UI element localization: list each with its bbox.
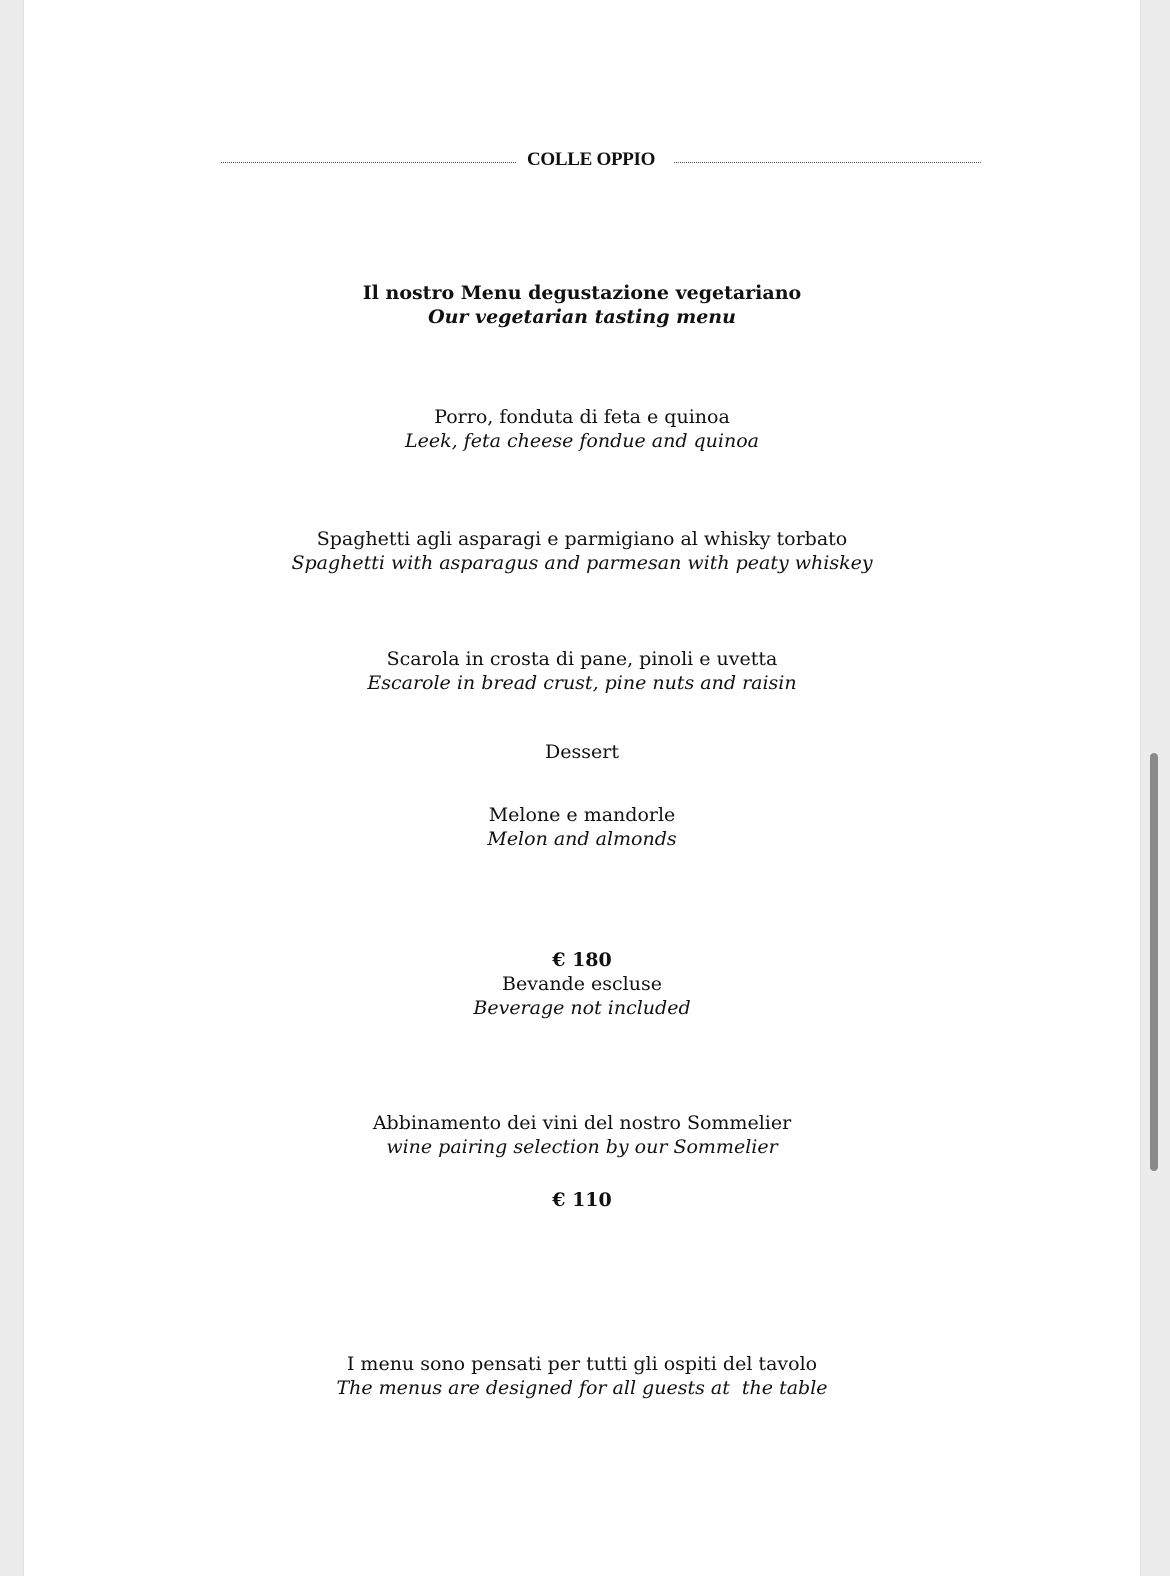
footer-note-it: I menu sono pensati per tutti gli ospiti del tavolo	[346, 1353, 818, 1375]
header-rule-left	[221, 162, 516, 163]
price-note-it: Bevande escluse	[502, 973, 662, 995]
price-block	[24, 948, 1140, 1020]
header-rule-right	[674, 162, 981, 163]
footer-note	[24, 1352, 1140, 1400]
wine-pairing-it: Abbinamento dei vini del nostro Sommelier	[372, 1112, 792, 1134]
course-item	[24, 647, 1140, 695]
course-name-en: Escarole in bread crust, pine nuts and raisin	[367, 672, 797, 694]
course-name-en: Spaghetti with asparagus and parmesan with peaty whiskey	[291, 552, 873, 574]
restaurant-name: COLLE OPPIO	[527, 149, 656, 170]
wine-pairing-en: wine pairing selection by our Sommelier	[386, 1136, 778, 1158]
dessert-heading	[24, 740, 1140, 764]
course-name-it: Spaghetti agli asparagi e parmigiano al whisky torbato	[316, 528, 848, 550]
menu-page	[24, 0, 1140, 1576]
course-name-en: Leek, feta cheese fondue and quinoa	[404, 430, 759, 452]
menu-price: € 180	[552, 949, 612, 971]
course-name-it: Scarola in crosta di pane, pinoli e uvetta	[386, 648, 778, 670]
course-name-it: Porro, fonduta di feta e quinoa	[434, 406, 730, 428]
dessert-name-it: Melone e mandorle	[488, 804, 676, 826]
menu-title	[24, 281, 1140, 329]
price-note-en: Beverage not included	[473, 997, 691, 1019]
menu-title-en: Our vegetarian tasting menu	[428, 306, 736, 328]
dessert-heading-text: Dessert	[545, 741, 619, 763]
course-item	[24, 527, 1140, 575]
footer-note-en: The menus are designed for all guests at the table	[336, 1377, 828, 1399]
page-header	[221, 147, 1007, 177]
dessert-item	[24, 803, 1140, 851]
menu-title-it: Il nostro Menu degustazione vegetariano	[362, 282, 802, 304]
vertical-scrollbar[interactable]	[1148, 0, 1158, 1576]
dessert-name-en: Melon and almonds	[487, 828, 677, 850]
course-item	[24, 405, 1140, 453]
wine-price-block	[24, 1188, 1140, 1212]
wine-price: € 110	[552, 1189, 612, 1211]
wine-pairing	[24, 1111, 1140, 1159]
scrollbar-thumb[interactable]	[1150, 753, 1158, 1171]
